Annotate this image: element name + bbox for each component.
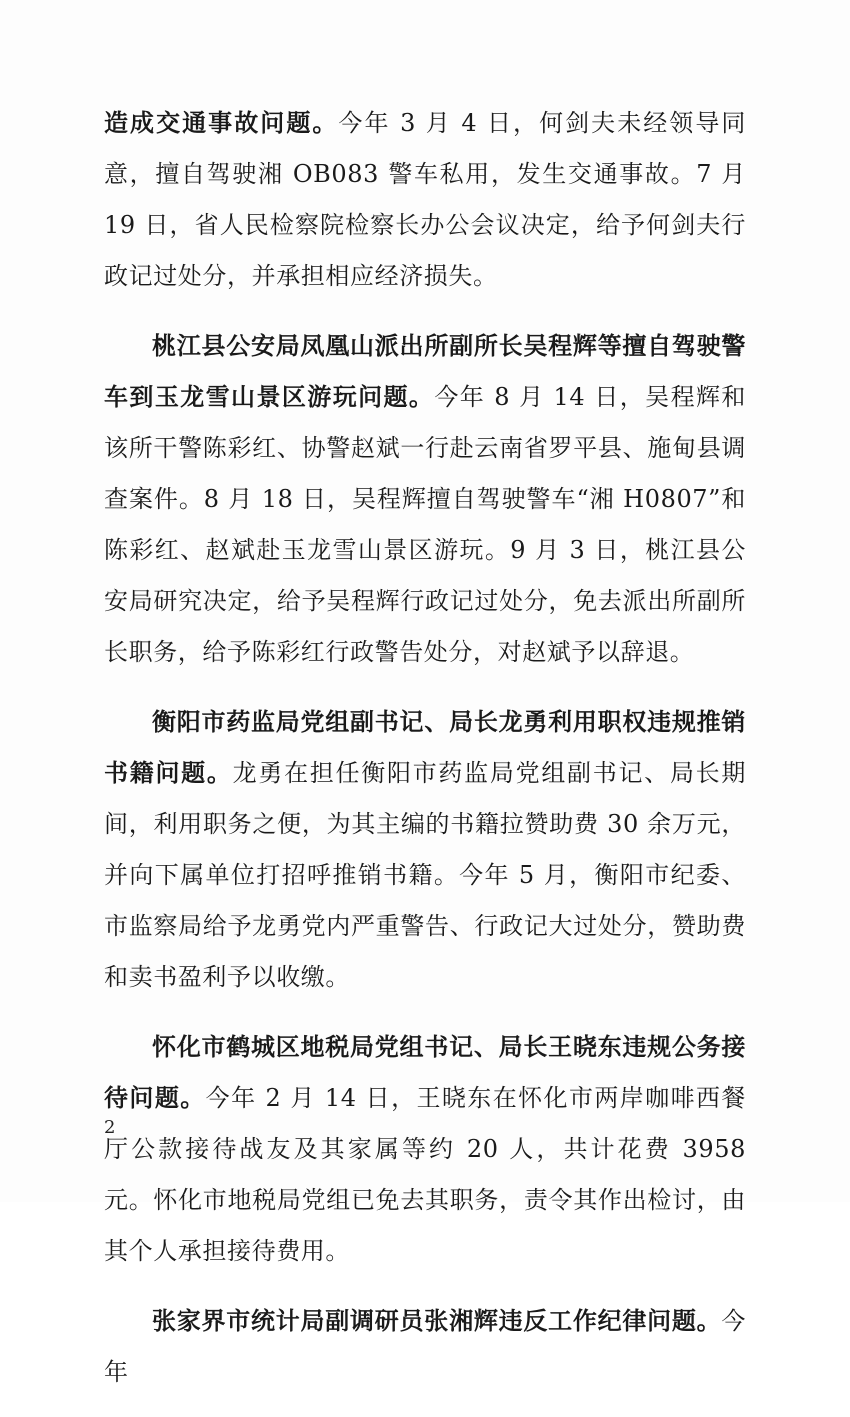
paragraph-text: 今年 2 月 14 日，王晓东在怀化市两岸咖啡西餐厅公款接待战友及其家属等约 20 人，共计花费 3958 元。怀化市地税局党组已免去其职务，责令其作出检讨，由其个人承担接待费用。 xyxy=(104,1084,747,1265)
paragraph-heading: 桃江县公安局凤凰山派出所副所长吴程辉等擅自驾驶警车到玉龙雪山景区游玩问题。 xyxy=(104,332,746,411)
paragraph-taojiang xyxy=(104,321,746,678)
paragraph-text: 今年 3 月 4 日，何剑夫未经领导同意，擅自驾驶湘 OB083 警车私用，发生交通事故。7 月 19 日，省人民检察院检察长办公会议决定，给予何剑夫行政记过处分，并承担相应经济损失。 xyxy=(104,109,746,290)
paragraph-zhangjiajie xyxy=(104,1296,746,1398)
paragraph-hengyang xyxy=(104,697,746,1003)
paragraph-heading: 张家界市统计局副调研员张湘辉违反工作纪律问题。 xyxy=(152,1307,722,1335)
document-body xyxy=(104,98,746,1417)
paragraph-text: 今年 xyxy=(104,1307,746,1386)
paragraph-continued xyxy=(104,98,746,302)
paragraph-text: 龙勇在担任衡阳市药监局党组副书记、局长期间，利用职务之便，为其主编的书籍拉赞助费 30 余万元，并向下属单位打招呼推销书籍。今年 5 月，衡阳市纪委、市监察局给予龙勇党内严重警告、行政记大过处分，赞助费和卖书盈利予以收缴。 xyxy=(104,759,746,991)
paragraph-text: 今年 8 月 14 日，吴程辉和该所干警陈彩红、协警赵斌一行赴云南省罗平县、施甸县调查案件。8 月 18 日，吴程辉擅自驾驶警车“湘 H0807”和陈彩红、赵斌赴玉龙雪山景区游玩。9 月 3 日，桃江县公安局研究决定，给予吴程辉行政记过处分，免去派出所副所长职务，给予陈彩红行政警告处分，对赵斌予以辞退。 xyxy=(104,383,746,666)
paragraph-huaihua xyxy=(104,1022,746,1277)
page-number: 2 xyxy=(104,1117,116,1138)
paragraph-heading: 衡阳市药监局党组副书记、局长龙勇利用职权违规推销书籍问题。 xyxy=(104,708,746,787)
paragraph-heading: 造成交通事故问题。 xyxy=(104,109,339,137)
paragraph-heading: 怀化市鹤城区地税局党组书记、局长王晓东违规公务接待问题。 xyxy=(104,1033,746,1112)
